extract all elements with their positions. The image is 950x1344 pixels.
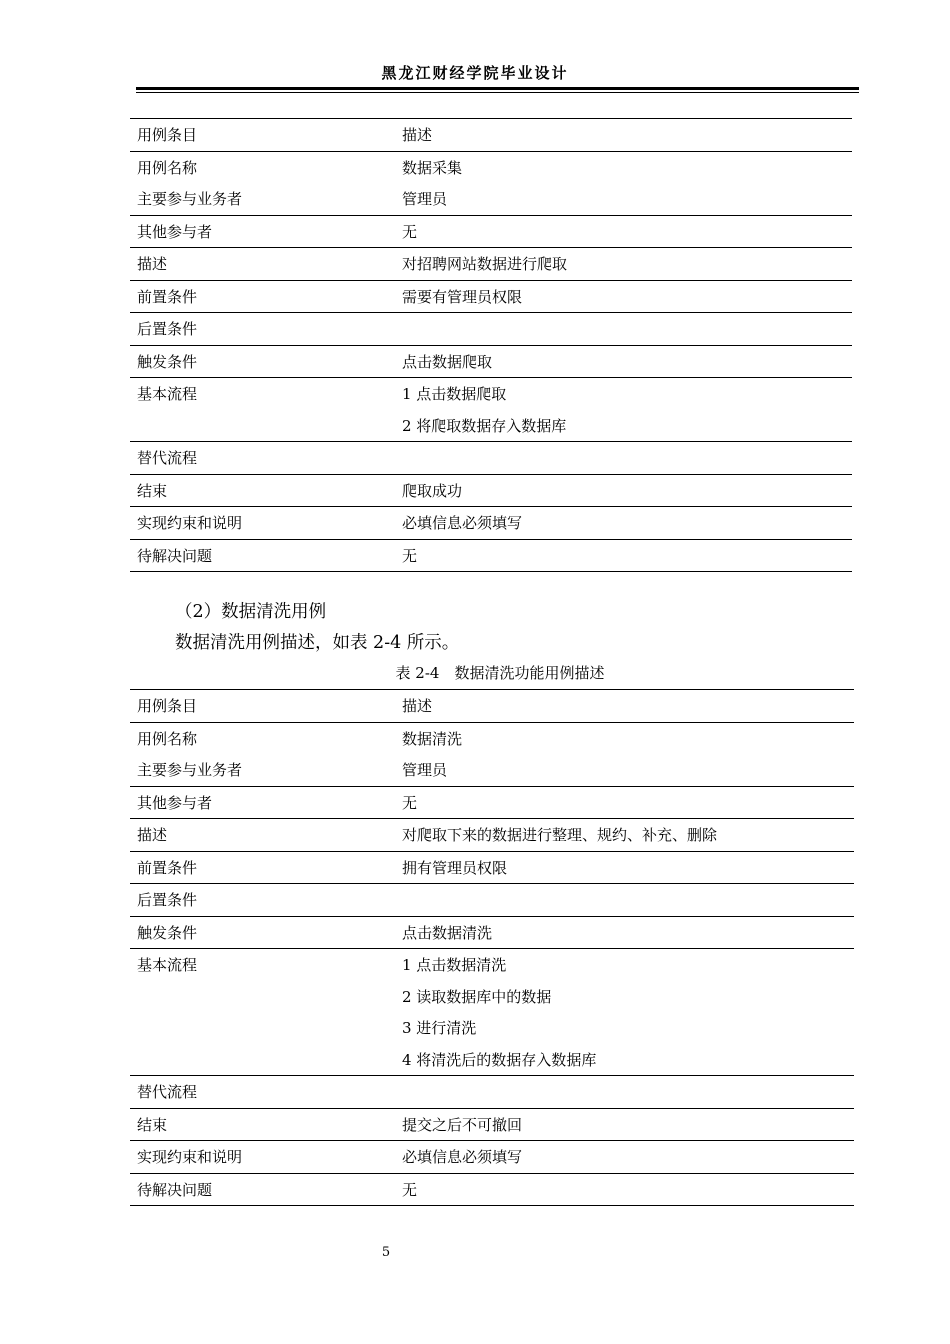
table-cell-label: 其他参与者: [130, 786, 395, 819]
table-cell-value: 必填信息必须填写: [395, 507, 852, 540]
table-row: [130, 1108, 854, 1141]
table-cell-label: [130, 981, 395, 1013]
table-row: [130, 851, 854, 884]
table-cell-value: 描述: [395, 119, 852, 152]
table-row: [130, 378, 852, 410]
table-row: [130, 345, 852, 378]
table-cell-value: 管理员: [395, 183, 852, 215]
table-cell-label: 替代流程: [130, 1076, 395, 1109]
table-row: [130, 1141, 854, 1174]
table-row: [130, 981, 854, 1013]
table-row: [130, 690, 854, 723]
table-cell-label: [130, 410, 395, 442]
table-cell-value: 2 读取数据库中的数据: [402, 987, 552, 1006]
section-heading: （2）数据清洗用例: [175, 602, 327, 622]
table-row: [130, 1044, 854, 1076]
table-cell-value: 点击数据清洗: [395, 916, 854, 949]
table-cell-value: 1 点击数据清洗: [402, 956, 507, 975]
table-cell-value: 必填信息必须填写: [395, 1141, 854, 1174]
table-cell-value: 爬取成功: [395, 474, 852, 507]
table-cell-value: 管理员: [395, 754, 854, 786]
table-caption: 表 2-4 数据清洗功能用例描述: [395, 664, 605, 682]
table-row: [130, 313, 852, 346]
table-cell-label: 主要参与业务者: [130, 183, 395, 215]
table-cell-value: 描述: [395, 690, 854, 723]
table-row: [130, 722, 854, 754]
table-cell-label: 基本流程: [137, 956, 198, 975]
table-cell-value: 无: [395, 786, 854, 819]
table-row: [130, 949, 854, 981]
table-cell-value: 1 点击数据爬取: [402, 385, 507, 404]
table-cell-value: 点击数据爬取: [395, 345, 852, 378]
table-cell-label: 实现约束和说明: [130, 507, 395, 540]
table-row: [130, 442, 852, 475]
table-cell-label: 用例名称: [137, 729, 198, 748]
table-cell-value: 提交之后不可撤回: [395, 1108, 854, 1141]
table-row: [130, 507, 852, 540]
table-cell-label: 触发条件: [130, 345, 395, 378]
page-number: 5: [381, 1245, 391, 1260]
table-row: [130, 1012, 854, 1044]
table-row: [130, 248, 852, 281]
table-cell-value: [395, 313, 852, 346]
table-row: [130, 474, 852, 507]
table-cell-label: 用例条目: [130, 690, 395, 723]
use-case-table-data-collection: [130, 118, 852, 572]
table-row: [130, 819, 854, 852]
table-cell-label: 后置条件: [130, 313, 395, 346]
section-intro-paragraph: 数据清洗用例描述，如表 2-4 所示。: [175, 633, 460, 653]
table-cell-label: 前置条件: [130, 280, 395, 313]
table-cell-label: 主要参与业务者: [130, 754, 395, 786]
table-cell-label: 触发条件: [130, 916, 395, 949]
table-cell-label: 基本流程: [137, 385, 198, 404]
table-row: [130, 183, 852, 215]
table-cell-value: 对爬取下来的数据进行整理、规约、补充、删除: [395, 819, 854, 852]
table-cell-value: 3 进行清洗: [402, 1019, 477, 1038]
header-rule-thin: [136, 92, 859, 93]
table-cell-label: 其他参与者: [130, 215, 395, 248]
table-cell-label: 待解决问题: [130, 539, 395, 572]
table-cell-label: 实现约束和说明: [130, 1141, 395, 1174]
table-cell-label: 描述: [130, 819, 395, 852]
table-cell-label: [130, 1012, 395, 1044]
table-cell-label: 描述: [130, 248, 395, 281]
page-header-title: 黑龙江财经学院毕业设计: [381, 64, 569, 82]
table-cell-value: 拥有管理员权限: [395, 851, 854, 884]
table-cell-value: 需要有管理员权限: [395, 280, 852, 313]
table-row: [130, 884, 854, 917]
table-row: [130, 151, 852, 183]
header-rule-thick: [136, 87, 859, 90]
table-cell-label: 后置条件: [130, 884, 395, 917]
table-row: [130, 280, 852, 313]
table-cell-value: 无: [395, 215, 852, 248]
table-row: [130, 916, 854, 949]
table-cell-value: [395, 884, 854, 917]
table-row: [130, 119, 852, 152]
use-case-table-data-cleaning: [130, 689, 854, 1206]
table-cell-value: [395, 442, 852, 475]
table-cell-value: 无: [395, 1173, 854, 1206]
table-cell-label: 结束: [130, 474, 395, 507]
table-row: [130, 786, 854, 819]
table-row: [130, 754, 854, 786]
table-cell-value: 无: [395, 539, 852, 572]
table-cell-value: 对招聘网站数据进行爬取: [395, 248, 852, 281]
table-cell-label: 替代流程: [130, 442, 395, 475]
table-cell-label: 用例名称: [137, 158, 198, 177]
table-cell-label: 待解决问题: [130, 1173, 395, 1206]
table-cell-value: 4 将清洗后的数据存入数据库: [395, 1044, 854, 1076]
table-cell-label: 结束: [130, 1108, 395, 1141]
table-cell-value: 数据采集: [402, 158, 463, 177]
table-row: [130, 1173, 854, 1206]
table-row: [130, 215, 852, 248]
table-cell-label: [130, 1044, 395, 1076]
table-cell-value: 2 将爬取数据存入数据库: [395, 410, 852, 442]
table-row: [130, 1076, 854, 1109]
table-row: [130, 539, 852, 572]
table-cell-value: [395, 1076, 854, 1109]
table-row: [130, 410, 852, 442]
table-cell-value: 数据清洗: [402, 729, 463, 748]
table-cell-label: 用例条目: [130, 119, 395, 152]
table-cell-label: 前置条件: [130, 851, 395, 884]
